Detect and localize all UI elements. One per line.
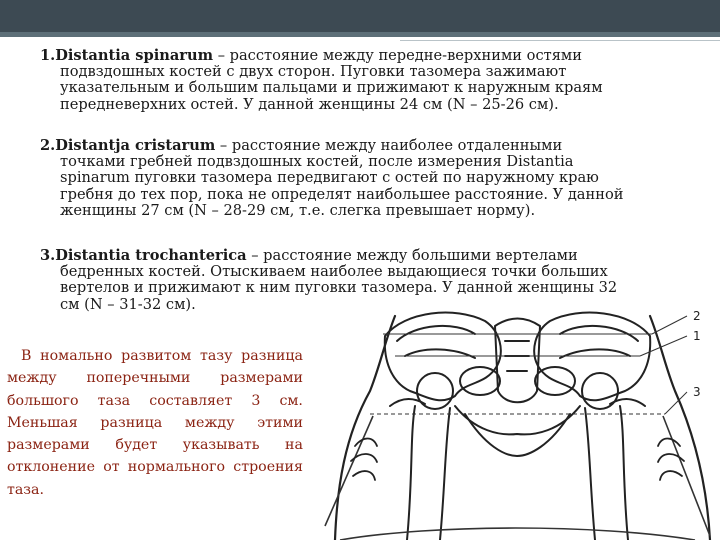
paragraph-line: – расстояние между передне-верхними остями [213,47,582,64]
paragraph-line: – расстояние между большими вертелами [246,247,578,264]
note-word: указывать [182,437,260,454]
paragraph-line: spinarum пуговки тазомера передвигают с остей по наружному краю [60,169,599,187]
note-word: Меньшая [7,414,78,431]
figure-label-1: 1 [693,329,701,343]
figure-label-3: 3 [693,385,701,399]
paragraph-line: женщины 27 см (N – 28-29 см, т.е. слегка превышает норму). [60,201,536,219]
term-distantia-trochanterica: 3.Distantia trochanterica [40,247,247,264]
note-word: размерами [220,370,303,387]
note-line [7,434,303,456]
term-distantia-spinarum: 1.Distantia spinarum [40,47,214,64]
paragraph-line: бедренных костей. Отыскиваем наиболее выдающиеся точки больших [60,263,608,281]
note-word: от [103,459,120,476]
note-line [7,479,303,501]
note-line [7,390,303,412]
note-word: В [21,348,32,364]
paragraph-distantia-cristarum [40,138,623,219]
paragraph-line: гребня до тех пор, пока не определят наибольшее расстояние. У данной [60,185,624,203]
note-word: на [285,437,303,454]
note-word: будет [115,437,158,454]
pelvis-norm-note [7,345,303,501]
note-line [7,412,303,434]
note-word: тазу [200,348,233,364]
divider-line [400,40,720,41]
note-word: между [184,414,235,431]
note-word: таза. [7,481,45,498]
note-word: 3 [251,392,261,409]
paragraph-line: вертелов и прижимают к ним пуговки тазомера. У данной женщины 32 [60,279,618,297]
note-word: см. [279,392,303,409]
note-line [7,345,303,367]
top-bar [0,0,720,32]
paragraph-line: подвздошных костей с двух сторон. Пуговки тазомера зажимают [60,63,567,81]
paragraph-line: точками гребней подвздошных костей, после измерения Distantia [60,153,574,171]
note-word: этими [257,414,303,431]
note-word: разница [241,348,303,364]
note-word: номально [40,348,113,364]
note-word: развитом [121,348,192,364]
note-word: между [7,370,57,387]
paragraph-line: передневерхних остей. У данной женщины 24 см (N – 25-26 см). [60,95,559,113]
paragraph-line: см (N – 31-32 см). [60,295,196,313]
note-line [7,367,303,389]
note-word: разница [100,414,163,431]
paragraph-distantia-spinarum [40,48,603,113]
pelvis-measurement-illustration [315,296,720,540]
note-word: большого [7,392,79,409]
note-word: поперечными [86,370,191,387]
paragraph-line: – расстояние между наиболее отдаленными [215,137,563,154]
note-line [7,456,303,478]
note-word: строения [233,459,303,476]
note-word: нормального [127,459,226,476]
note-word: размерами [7,437,90,454]
term-distantia-cristarum: 2.Distantja cristarum [40,137,216,154]
figure-label-2: 2 [693,309,701,323]
note-word: составляет [149,392,233,409]
note-word: таза [97,392,131,409]
paragraph-line: указательным и большим пальцами и прижимают к наружным краям [60,79,603,97]
note-word: отклонение [7,459,95,476]
top-accent-stripe [0,32,720,37]
